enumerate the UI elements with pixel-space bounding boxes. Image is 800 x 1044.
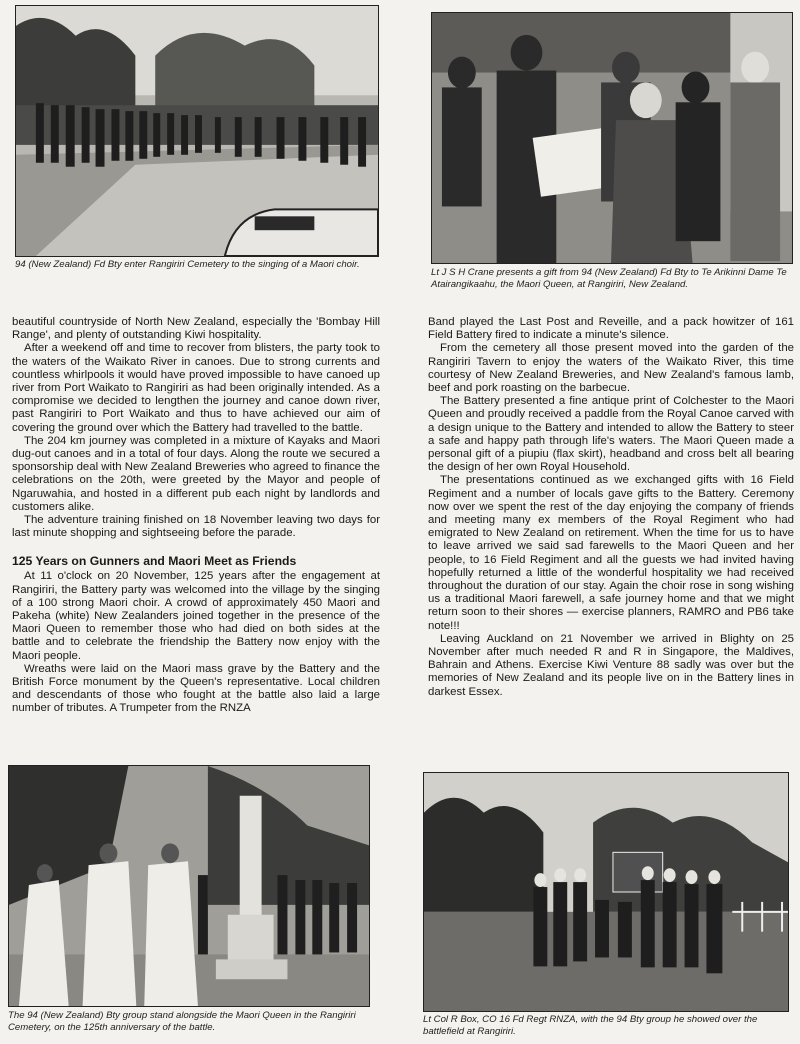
photo-gift-presentation xyxy=(431,12,793,264)
right-paragraph-5: Leaving Auckland on 21 November we arrived in Blighty on 25 November after much needed R and R in Singapore, the Maldives, Bahrain and Athens. Exercise Kiwi Venture 88 sadly was over but the memories of New Zealand and its people live on in the Battery lines in darkest Essex. xyxy=(428,632,794,698)
right-paragraph-1: Band played the Last Post and Reveille, and a pack howitzer of 161 Field Battery fired to indicate a minute's silence. xyxy=(428,316,794,342)
right-paragraph-2: From the cemetery all those present moved into the garden of the Rangiriri Tavern to enjoy the waters of the Waikato River, this time courtesy of New Zealand Breweries, and New Zealand's famous lamb, beef and pork roasting on the barbecue. xyxy=(428,342,794,395)
right-paragraph-3: The Battery presented a fine antique print of Colchester to the Maori Queen and proudly received a paddle from the Royal Canoe carved with a design unique to the Battery and intended to allow the Battery to steer a safe and happy path through life's waters. The Maori Queen made a personal gift of a piupiu (flax skirt), headband and cross belt all bearing the design of her own Royal Household. xyxy=(428,395,794,474)
left-paragraph-5: At 11 o'clock on 20 November, 125 years after the engagement at Rangiriri, the Battery party was welcomed into the village by the singing of a 100 strong Maori choir. A crowd of approximately 450 Maori and Pakeha (white) New Zealanders joined together in the presence of the Maori Queen to remember those who had died on both sides at the battle and to celebrate the friendship the Battery now enjoy with the Maori people. xyxy=(12,570,380,662)
left-article-column xyxy=(12,316,380,716)
right-paragraph-4: The presentations continued as we exchanged gifts with 16 Field Regiment and a number of locals gave gifts to the Battery. Ceremony now over we spent the rest of the day enjoying the company of friends and meeting many ex members of the Royal Regiment who had emigrated to New Zealand on retirement. When the time for us to have to leave arrived we said sad farewells to the Maori Queen and her people, to 16 Field Regiment and all the guests we had invited having hopefully returned a little of the wonderful hospitality we had received throughout the duration of our stay. Again the choir rose in song wishing us a traditional Maori farewell, a safe journey home and that we might return soon to their shores — exercise planners, RAMRO and PB6 take note!!! xyxy=(428,474,794,632)
caption-top-right: Lt J S H Crane presents a gift from 94 (New Zealand) Fd Bty to Te Arikinni Dame Te Atairangikaahu, the Maori Queen, at Rangiriri, New Zealand. xyxy=(431,267,787,290)
left-paragraph-1: beautiful countryside of North New Zealand, especially the 'Bombay Hill Range', and plenty of outstanding Kiwi hospitality. xyxy=(12,316,380,342)
caption-bottom-left: The 94 (New Zealand) Bty group stand alongside the Maori Queen in the Rangiriri Cemetery, on the 125th anniversary of the battle. xyxy=(8,1010,356,1033)
battlefield-illustration xyxy=(424,773,788,1011)
caption-top-left: 94 (New Zealand) Fd Bty enter Rangiriri Cemetery to the singing of a Maori choir. xyxy=(15,259,360,270)
caption-bottom-right: Lt Col R Box, CO 16 Fd Regt RNZA, with the 94 Bty group he showed over the battlefield at Rangiriri. xyxy=(423,1014,758,1037)
left-paragraph-4: The adventure training finished on 18 November leaving two days for last minute shopping and sightseeing before the parade. xyxy=(12,514,380,540)
procession-illustration xyxy=(16,6,378,256)
right-article-column xyxy=(428,316,794,699)
left-paragraph-6: Wreaths were laid on the Maori mass grave by the Battery and the British Force monument by the Queen's representative. Local children and descendants of those who fought at the battle also laid a large number of tributes. A Trumpeter from the RNZA xyxy=(12,662,380,715)
section-heading: 125 Years on Gunners and Maori Meet as Friends xyxy=(12,554,297,569)
photo-battlefield-group xyxy=(423,772,789,1012)
monument-illustration xyxy=(9,766,369,1006)
left-paragraph-2: After a weekend off and time to recover from blisters, the party took to the waters of the Waikato River in canoes. Due to strong currents and countless whirlpools it would have proved impossible to have canoed up river from Port Waikato to Rangiriri as had been originally intended. As a compromise we decided to lengthen the journey and canoe down river, past Rangiriri to Port Waikato and thus to have achieved our aim of covering the ground over which the Battery had travelled to the battle. xyxy=(12,342,380,434)
photo-cemetery-procession xyxy=(15,5,379,257)
presentation-illustration xyxy=(432,13,792,263)
left-paragraph-3: The 204 km journey was completed in a mixture of Kayaks and Maori dug-out canoes and in a total of four days. Along the route we secured a sponsorship deal with New Zealand Breweries who agreed to finance the celebrations on the 20th, were greeted by the Mayor and people of Ngaruwahia, and hosted in a different pub each night by landlords and customers alike. xyxy=(12,434,380,513)
photo-cemetery-monument xyxy=(8,765,370,1007)
